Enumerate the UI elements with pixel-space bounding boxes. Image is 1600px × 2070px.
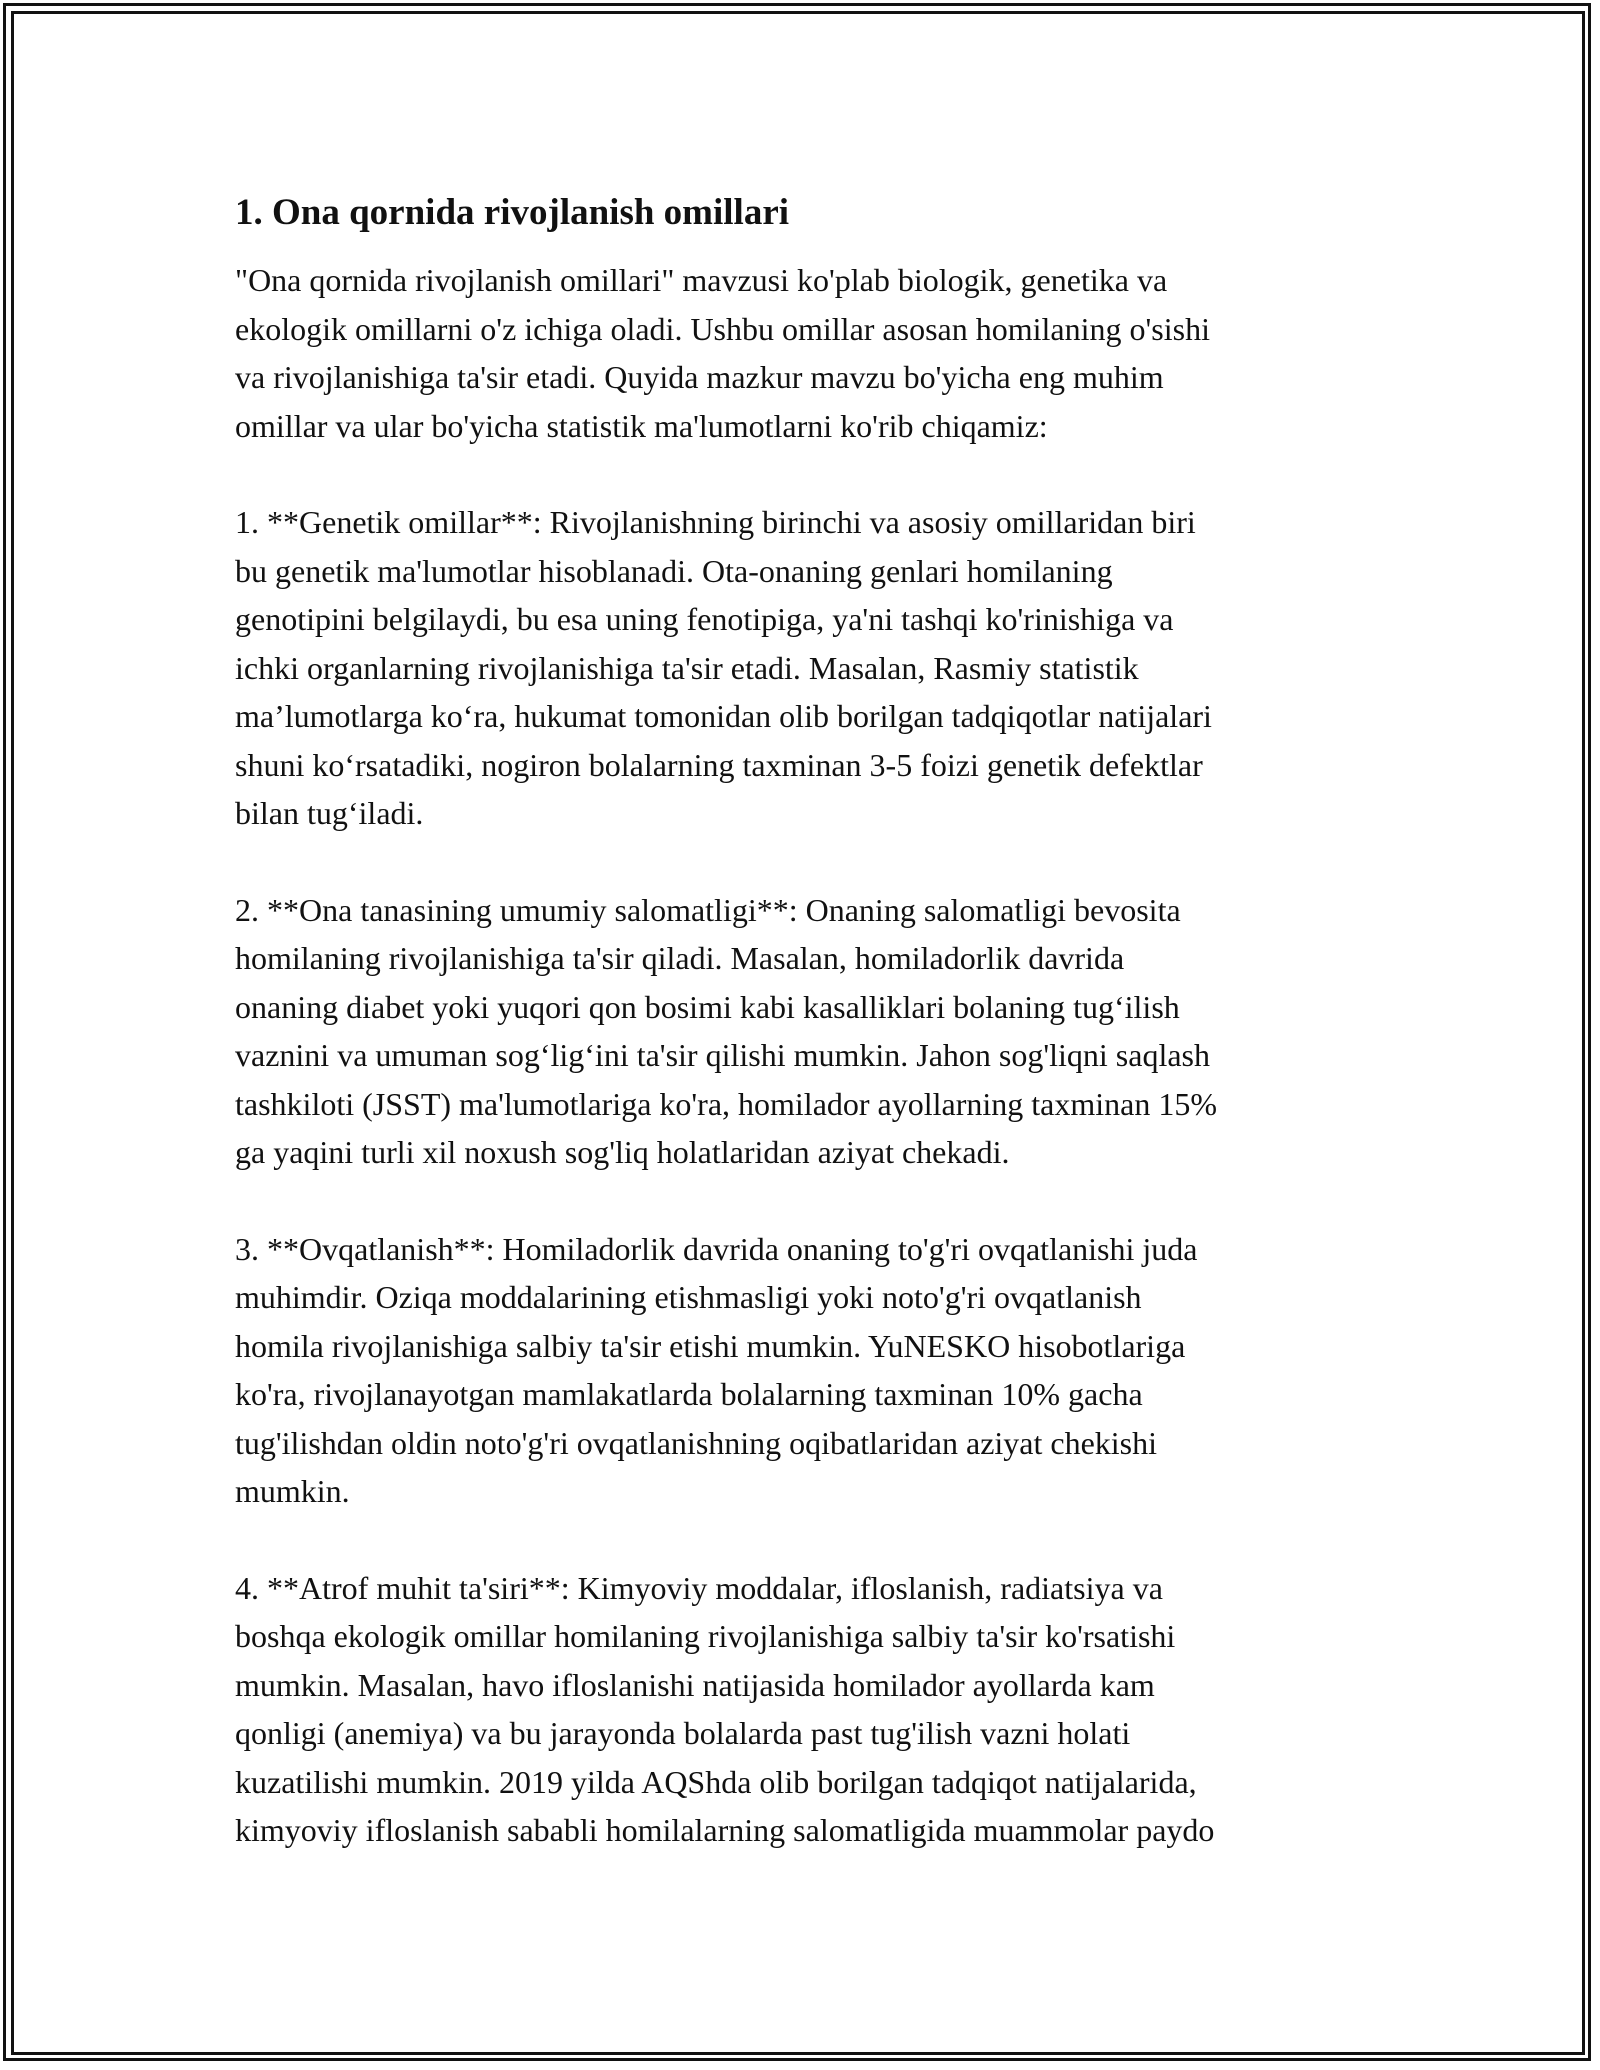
paragraph-nutrition	[235, 1225, 1390, 1516]
text-line: bu genetik ma'lumotlar hisoblanadi. Ota-onaning genlari homilaning	[235, 552, 1113, 589]
text-line: tashkiloti (JSST) ma'lumotlariga ko'ra, homilador ayollarning taxminan 15%	[235, 1085, 1218, 1122]
text-line: bilan tug‘iladi.	[235, 795, 424, 831]
text-line: 4. **Atrof muhit ta'siri**: Kimyoviy moddalar, ifloslanish, radiatsiya va	[235, 1569, 1163, 1606]
text-line: homilaning rivojlanishiga ta'sir qiladi. Masalan, homiladorlik davrida	[235, 940, 1125, 976]
section-heading: 1. Ona qornida rivojlanish omillari	[235, 192, 790, 233]
text-line: boshqa ekologik omillar homilaning rivojlanishiga salbiy ta'sir ko'rsatishi	[235, 1618, 1176, 1654]
text-line: ko'ra, rivojlanayotgan mamlakatlarda bolalarning taxminan 10% gacha	[235, 1376, 1143, 1412]
text-line: muhimdir. Oziqa moddalarining etishmasligi yoki noto'g'ri ovqatlanish	[235, 1279, 1142, 1315]
text-line: 3. **Ovqatlanish**: Homiladorlik davrida onaning to'g'ri ovqatlanishi juda	[235, 1230, 1198, 1267]
text-line: ga yaqini turli xil noxush sog'liq holatlaridan aziyat chekadi.	[235, 1134, 1010, 1170]
text-line: ichki organlarning rivojlanishiga ta'sir etadi. Masalan, Rasmiy statistik	[235, 649, 1139, 686]
text-line: tug'ilishdan oldin noto'g'ri ovqatlanishning oqibatlaridan aziyat chekishi	[235, 1424, 1158, 1461]
text-line: mumkin. Masalan, havo ifloslanishi natijasida homilador ayollarda kam	[235, 1666, 1155, 1703]
text-line: 2. **Ona tanasining umumiy salomatligi**: Onaning salomatligi bevosita	[235, 891, 1181, 928]
text-line: onaning diabet yoki yuqori qon bosimi kabi kasalliklari bolaning tug‘ilish	[235, 988, 1180, 1025]
paragraph-intro	[235, 256, 1390, 450]
text-line: kuzatilishi mumkin. 2019 yilda AQShda olib borilgan tadqiqot natijalarida,	[235, 1763, 1197, 1800]
text-line: vaznini va umuman sog‘lig‘ini ta'sir qilishi mumkin. Jahon sog'liqni saqlash	[235, 1037, 1210, 1073]
text-line: ekologik omillarni o'z ichiga oladi. Ushbu omillar asosan homilaning o'sishi	[235, 310, 1210, 347]
text-line: kimyoviy ifloslanish sababli homilalarning salomatligida muammolar paydo	[235, 1812, 1215, 1848]
text-line: va rivojlanishiga ta'sir etadi. Quyida mazkur mavzu bo'yicha eng muhim	[235, 359, 1164, 395]
document-body	[235, 188, 1390, 1903]
text-line: ma’lumotlarga ko‘ra, hukumat tomonidan olib borilgan tadqiqotlar natijalari	[235, 698, 1212, 734]
text-line: shuni ko‘rsatadiki, nogiron bolalarning taxminan 3-5 foizi genetik defektlar	[235, 746, 1203, 783]
text-line: qonligi (anemiya) va bu jarayonda bolalarda past tug'ilish vazni holati	[235, 1715, 1131, 1751]
text-line: mumkin.	[235, 1473, 350, 1509]
paragraph-genetic-factors	[235, 498, 1390, 838]
text-line: genotipini belgilaydi, bu esa uning fenotipiga, ya'ni tashqi ko'rinishiga va	[235, 601, 1174, 637]
text-line: omillar va ular bo'yicha statistik ma'lumotlarni ko'rib chiqamiz:	[235, 407, 1048, 444]
paragraph-mother-health	[235, 886, 1390, 1177]
paragraph-environment	[235, 1564, 1390, 1855]
text-line: "Ona qornida rivojlanish omillari" mavzusi ko'plab biologik, genetika va	[235, 262, 1168, 298]
text-line: homila rivojlanishiga salbiy ta'sir etishi mumkin. YuNESKO hisobotlariga	[235, 1327, 1186, 1364]
text-line: 1. **Genetik omillar**: Rivojlanishning birinchi va asosiy omillaridan biri	[235, 504, 1196, 540]
